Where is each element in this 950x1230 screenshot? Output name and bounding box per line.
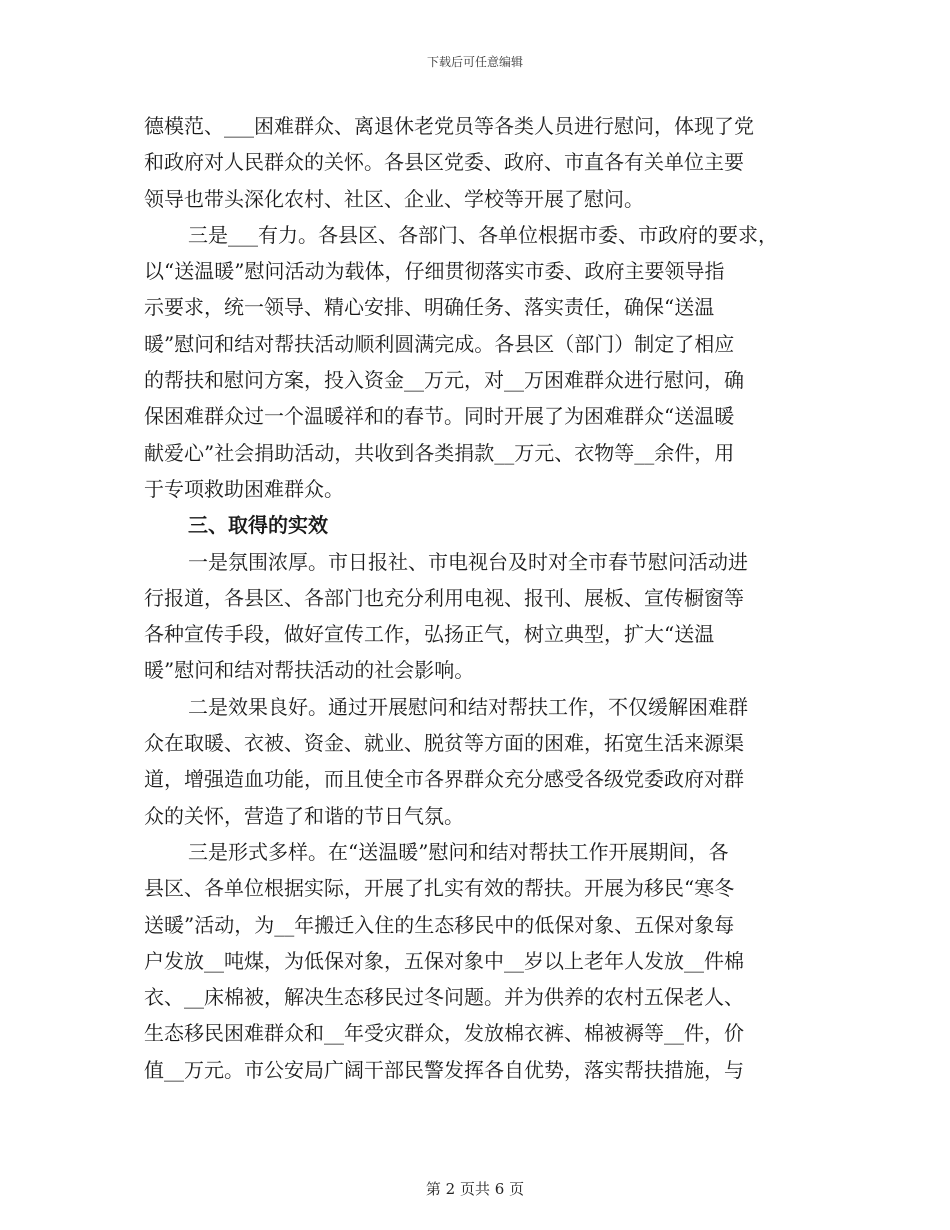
text-line: 三是形式多样。在“送温暖”慰问和结对帮扶工作开展期间，各 xyxy=(188,839,729,864)
text-line: 一是氛围浓厚。市日报社、市电视台及时对全市春节慰问活动进 xyxy=(188,549,748,574)
text-line: 于专项救助困难群众。 xyxy=(144,476,344,501)
text-line: 和政府对人民群众的关怀。各县区党委、政府、市直各有关单位主要 xyxy=(144,150,744,175)
paragraph xyxy=(144,544,804,689)
text-line: 道，增强造血功能，而且使全市各界群众充分感受各级党委政府对群 xyxy=(144,767,744,792)
paragraph xyxy=(144,108,804,217)
text-line: 二是效果良好。通过开展慰问和结对帮扶工作，不仅缓解困难群 xyxy=(188,694,748,719)
text-line: 县区、各单位根据实际，开展了扎实有效的帮扶。开展为移民“寒冬 xyxy=(144,876,735,901)
text-line: 户发放__吨煤，为低保对象，五保对象中__岁以上老年人发放__件棉 xyxy=(144,948,744,973)
text-line: 献爱心”社会捐助活动，共收到各类捐款__万元、衣物等__余件，用 xyxy=(144,440,735,465)
paragraph xyxy=(144,217,804,507)
document-body xyxy=(144,108,804,1088)
text-line: 以“送温暖”慰问活动为载体，仔细贯彻落实市委、政府主要领导指 xyxy=(144,259,725,284)
text-line: 三是___有力。各县区、各部门、各单位根据市委、市政府的要求， xyxy=(188,222,778,247)
text-line: 衣、__床棉被，解决生态移民过冬问题。并为供养的农村五保老人、 xyxy=(144,985,744,1010)
text-line: 值__万元。市公安局广阔干部民警发挥各自优势，落实帮扶措施，与 xyxy=(144,1057,744,1082)
text-line: 的帮扶和慰问方案，投入资金__万元，对__万困难群众进行慰问，确 xyxy=(144,368,744,393)
section-heading xyxy=(144,507,804,543)
heading-line: 三、取得的实效 xyxy=(188,513,328,538)
text-line: 各种宣传手段，做好宣传工作，弘扬正气，树立典型，扩大“送温 xyxy=(144,622,715,647)
text-line: 众在取暖、衣被、资金、就业、脱贫等方面的困难，拓宽生活来源渠 xyxy=(144,731,744,756)
text-line: 德模范、___困难群众、离退休老党员等各类人员进行慰问，体现了党 xyxy=(144,114,754,138)
page-footer: 第 2 页共 6 页 xyxy=(425,1180,525,1198)
text-line: 领导也带头深化农村、社区、企业、学校等开展了慰问。 xyxy=(144,186,644,211)
text-line: 送暖”活动，为__年搬迁入住的生态移民中的低保对象、五保对象每 xyxy=(144,912,735,937)
text-line: 行报道，各县区、各部门也充分利用电视、报刊、展板、宣传橱窗等 xyxy=(144,585,744,610)
text-line: 暖”慰问和结对帮扶活动顺利圆满完成。各县区（部门）制定了相应 xyxy=(144,331,735,356)
paragraph xyxy=(144,834,804,1088)
text-line: 示要求，统一领导、精心安排、明确任务、落实责任，确保“送温 xyxy=(144,295,715,320)
paragraph xyxy=(144,689,804,834)
text-line: 生态移民困难群众和__年受灾群众，发放棉衣裤、棉被褥等__件，价 xyxy=(144,1021,744,1046)
text-line: 暖”慰问和结对帮扶活动的社会影响。 xyxy=(144,658,475,683)
page-header: 下载后可任意编辑 xyxy=(426,55,523,69)
text-line: 众的关怀，营造了和谐的节日气氛。 xyxy=(144,803,464,828)
text-line: 保困难群众过一个温暖祥和的春节。同时开展了为困难群众“送温暖 xyxy=(144,404,735,429)
